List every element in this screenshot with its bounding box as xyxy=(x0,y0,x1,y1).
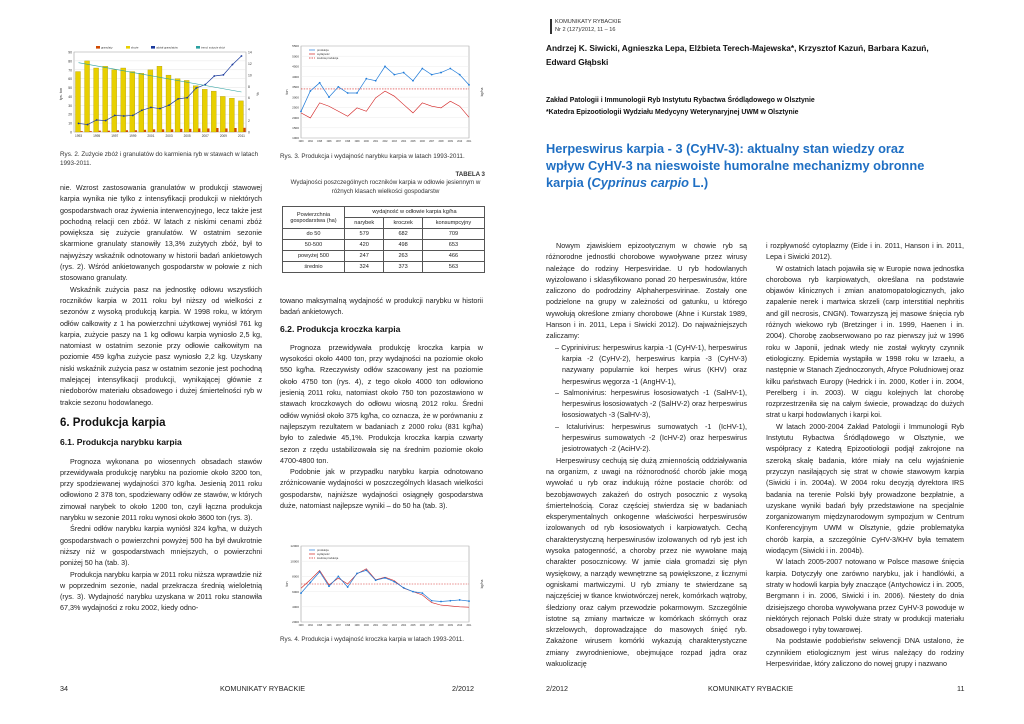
x-tick-label: 2006 xyxy=(419,141,425,143)
y-right-tick-label: 12 xyxy=(248,61,252,66)
y-tick-label: 12000 xyxy=(290,544,299,549)
production-point xyxy=(375,80,377,82)
x-tick-label: 2008 xyxy=(438,625,444,627)
affiliation: *Katedra Epizootiologii Wydziału Medycyny Weterynaryjnej UWM w Olsztynie xyxy=(546,109,799,116)
y-tick-label: 60 xyxy=(68,77,72,82)
x-tick-label: 2004 xyxy=(401,141,407,143)
affiliation: Zakład Patologii i Immunologii Ryb Instytutu Rybactwa Śródlądowego w Olsztynie xyxy=(546,97,815,104)
share-point xyxy=(159,108,161,110)
y-tick-label: 70 xyxy=(68,68,72,73)
paragraph: Nowym zjawiskiem epizootycznym w chowie ryb są różnorodne jednostki chorobowe wywoływane przez wirusy należące do rodziny Herpesviridae. U ryb hodowlanych wyizolowano i sklasyfikowano ponad 20 herpeswirusów, które zaliczono do podrodziny Alphaherpesvirinae. Zostały one podzielone na grupy w zależności od gatunku, u którego wywołują określone zmiany chorobowe (Ahne i Kurstak 1989, Hanson i in. 2011, Lepa i Siwicki 2012). Do najważniejszych zaliczamy: xyxy=(546,241,747,341)
bar-zboze xyxy=(229,98,234,132)
paragraph: Prognoza wykonana po wiosennych obsadach stawów przewidywała produkcję narybku na poziomie około 3200 ton, przy spodziewanej wydajności 370 kg/ha. Jesienią 2011 roku odłowiono 2 378 ton, spodziewany odłów ze stawów, w których zimował narybek to około 1200 ton, czyli łączna produkcja narybku w sezonie 2011 roku wynosi około 3600 ton (rys. 3). xyxy=(60,456,262,523)
x-tick-label: 1998 xyxy=(345,625,351,627)
production-point xyxy=(309,582,311,584)
x-tick-label: 2007 xyxy=(201,134,209,138)
y-tick-label: 2500 xyxy=(292,105,299,110)
yield-line xyxy=(301,91,469,118)
production-point xyxy=(319,82,321,84)
fig3-caption: Rys. 3. Produkcja i wydajność narybku karpia w latach 1993-2011. xyxy=(280,153,465,160)
production-point xyxy=(309,90,311,92)
production-point xyxy=(421,68,423,70)
share-point xyxy=(186,97,188,99)
subsection-heading: 6.1. Produkcja narybku karpia xyxy=(60,437,182,448)
production-point xyxy=(356,92,358,94)
table-col-header: narybek xyxy=(345,218,384,229)
cell: 373 xyxy=(384,262,422,273)
bar-granulaty xyxy=(207,128,209,132)
bar-granulaty xyxy=(180,129,182,132)
y-axis-right-label: kg/ha xyxy=(480,579,484,589)
production-point xyxy=(393,581,395,583)
production-point xyxy=(440,72,442,74)
row-label: do 50 xyxy=(283,229,345,240)
cell: 247 xyxy=(345,251,384,262)
list-item-text: Cyprinivirus: herpeswirus karpia -1 (CyHV-1), herpeswirus karpia -2 (CyHV-2), herpeswirus karpia -3 (CyHV-3) nazywany popularnie koi herpes wirus (KHV) oraz herpeswirus węgorza -1 (AngHV-1), xyxy=(561,342,747,386)
production-point xyxy=(337,576,339,578)
share-point xyxy=(78,123,80,125)
legend-label: udział granulatów xyxy=(156,45,178,50)
cell: 420 xyxy=(345,240,384,251)
bar-granulaty xyxy=(90,131,92,132)
cell: 709 xyxy=(422,229,484,240)
y-tick-label: 10 xyxy=(68,121,72,126)
y-tick-label: 4000 xyxy=(292,74,299,79)
bar-zboze xyxy=(157,66,162,132)
list-item-text: Ictalurivirus: herpeswirus sumowatych -1 (IcHV-1), herpeswirus sumowatych -2 (IcHV-2) oraz herpeswirus jesiotrowatych -2 (AciHV-2). xyxy=(562,421,747,454)
y-tick-label: 8000 xyxy=(292,574,299,579)
fig2-caption: Rys. 2. Zużycie zbóż i granulatów do karmienia ryb w stawach w latach 1993-2011. xyxy=(60,151,259,167)
x-tick-label: 2004 xyxy=(401,625,407,627)
y-tick-label: 90 xyxy=(68,50,72,55)
y-tick-label: 4000 xyxy=(292,605,299,609)
production-point xyxy=(468,600,470,602)
x-tick-label: 2009 xyxy=(447,141,453,143)
fig4-chart xyxy=(281,540,491,632)
production-point xyxy=(449,68,451,70)
y-right-tick-label: 8 xyxy=(248,84,250,89)
production-point xyxy=(347,92,349,94)
legend-swatch xyxy=(126,46,130,49)
x-tick-label: 1997 xyxy=(335,141,341,143)
production-point xyxy=(337,86,339,88)
paragraph: Podobnie jak w przypadku narybku karpia odnotowano zróżnicowanie wydajności w poszczególnych klasach wielkości gospodarstw, najniższe wydajności osiągnęły gospodarstwa duże, natomiast najlepsze wyniki – do 50 ha (tab. 3). xyxy=(280,467,483,511)
bar-zboze xyxy=(148,70,153,132)
share-point xyxy=(232,64,234,66)
paragraph: Na podstawie podobieństw sekwencji DNA ustalono, że czynnikiem etiologicznym jest wirus należący do rodziny Herpesviridae, który zaliczono do nowej grupy i nazwano xyxy=(766,636,964,668)
x-tick-label: 2009 xyxy=(219,134,227,138)
x-tick-label: 2001 xyxy=(373,141,379,143)
production-point xyxy=(440,601,442,603)
legend-label: produkcja xyxy=(317,549,329,552)
share-point xyxy=(114,115,116,117)
bar-zboze xyxy=(130,72,135,132)
x-tick-label: 2011 xyxy=(238,134,245,138)
paragraph: W ostatnich latach pojawiła się w Europie nowa jednostka chorobowa ryb karpiowatych, określana na podstawie objawów klinicznych i zmian anatomopatologicznych, jako zapalenie nerek i martwica skrzeli (carp interstitial nephritis and gill necrosis, CNGN). Towarzyszą jej masowe śnięcia ryb różnych wiekowo ryb (Bretzinger i in. 1999, Haenen i in. 2004). Chorobę zaobserwowano po raz pierwszy już w 1996 roku w Japonii, jednak wtedy nie został wykryty czynnik etiologiczny. Epidemia wystąpiła w 1998 roku w Izraelu, a następnie w Stanach Zjednoczonych, Afryce Południowej oraz kilku państwach Europy (Hedrick i in. 2000, Kotler i in. 2004, Perelberg i in. 2003). W ciągu kolejnych lat chorobę rozprzestrzeniła się na całym świecie, prowadząc do dużych strat u karpi hodowlanych i karpi koi. xyxy=(766,263,964,420)
production-point xyxy=(393,74,395,76)
y-tick-label: 80 xyxy=(68,59,72,64)
paragraph: nie. Wzrost zastosowania granulatów w produkcji stawowej karpia wynika nie tylko z intensyfikacji produkcji w niektórych gospodarstwach oraz żywienia interwencyjnego, lecz także jest pochodną relacji cen zbóż. W latach z niskimi cenami zbóż powiększa się zużycie granulatów. W ostatnim sezonie skarmione granulaty stanowiły 13,3% zużytych zbóż, był to najwyższy wskaźnik odnotowany w historii badań ankietowych (rys. 2). Wśród ankietowanych gospodarstw w połowie z nich stosowano granulaty. xyxy=(60,183,262,283)
x-tick-label: 2005 xyxy=(410,141,416,143)
table-row xyxy=(283,240,485,251)
share-point xyxy=(168,104,170,106)
footer-journal: KOMUNIKATY RYBACKIE xyxy=(220,684,306,693)
y-tick-label: 3000 xyxy=(292,95,299,100)
x-tick-label: 1993 xyxy=(298,625,304,627)
bar-zboze xyxy=(238,101,243,132)
x-tick-label: 1996 xyxy=(326,625,332,627)
y-tick-label: 30 xyxy=(68,103,72,108)
cell: 579 xyxy=(345,229,384,240)
x-tick-label: 1999 xyxy=(354,625,360,627)
y-axis-label: ton xyxy=(285,89,289,95)
production-point xyxy=(356,572,358,574)
page-number: 34 xyxy=(60,684,68,693)
x-tick-label: 2003 xyxy=(391,141,397,143)
y-tick-label: 1500 xyxy=(292,125,299,130)
bar-granulaty xyxy=(117,130,119,132)
legend-swatch xyxy=(196,46,200,49)
y-tick-label: 5500 xyxy=(292,44,299,49)
x-tick-label: 2001 xyxy=(147,134,155,138)
share-point xyxy=(222,74,224,76)
production-point xyxy=(459,599,461,601)
x-tick-label: 2010 xyxy=(457,625,463,627)
legend-label: granulaty xyxy=(101,45,113,50)
row-label: powyżej 500 xyxy=(283,251,345,262)
legend-label: wydajność xyxy=(317,53,330,56)
bar-granulaty xyxy=(162,129,164,132)
journal-name: KOMUNIKATY RYBACKIE xyxy=(555,19,622,25)
x-tick-label: 2000 xyxy=(363,625,369,627)
paragraph: Średni odłów narybku karpia wyniósł 324 kg/ha, w dużych gospodarstwach o powierzchni powyżej 500 ha był dwukrotnie niższy niż w gospodarstwach mniejszych, o powierzchni poniżej 50 ha (tab. 3). xyxy=(60,524,262,568)
y-right-tick-label: 10 xyxy=(248,73,252,78)
table-title: Wydajności poszczególnych roczników karpia w odłowie jesiennym w różnych klasach wielkości gospodarstw xyxy=(290,179,481,195)
y-tick-label: 1000 xyxy=(292,136,299,141)
right-column-2 xyxy=(766,240,964,669)
cell: 498 xyxy=(384,240,422,251)
bar-zboze xyxy=(211,91,216,132)
x-tick-label: 1999 xyxy=(354,141,360,143)
section-heading: 6. Produkcja karpia xyxy=(60,416,166,429)
share-point xyxy=(141,109,143,111)
fig2-chart xyxy=(56,44,266,144)
y-tick-label: 20 xyxy=(68,112,72,117)
title-end: L.) xyxy=(688,175,709,190)
title-text: Herpeswirus karpia - 3 (CyHV-3): aktualny stan wiedzy oraz wpływ CyHV-3 na nieswoiste humoralne mechanizmy obronne karpia ( xyxy=(546,141,925,190)
table-col-header: konsumpcyjny xyxy=(422,218,484,229)
bar-granulaty xyxy=(153,129,155,132)
x-tick-label: 1996 xyxy=(326,141,332,143)
bar-granulaty xyxy=(99,131,101,132)
production-point xyxy=(403,72,405,74)
y-axis-label: tys. ton xyxy=(59,87,63,101)
share-point xyxy=(123,115,125,117)
bar-granulaty xyxy=(171,129,173,132)
footer-issue: 2/2012 xyxy=(452,684,474,693)
bar-granulaty xyxy=(225,128,227,132)
production-point xyxy=(412,80,414,82)
bar-zboze xyxy=(184,80,189,132)
table-label: TABELA 3 xyxy=(455,171,485,178)
legend-label: średnia produkcja xyxy=(317,557,339,560)
production-point xyxy=(328,96,330,98)
production-point xyxy=(375,579,377,581)
table-head-left: Powierzchnia gospodarstwa (ha) xyxy=(283,207,345,229)
production-point xyxy=(421,592,423,594)
row-label: średnio xyxy=(283,262,345,273)
paragraph: Produkcja narybku karpia w 2011 roku niższa wprawdzie niż w poprzednim sezonie, nadal przekracza średnią wieloletnią (rys. 3). Wydajność narybku uzyskana w 2011 roku stanowiła 67,3% wydajności z roku 2002, kiedy odno- xyxy=(60,569,262,613)
bar-granulaty xyxy=(198,128,200,132)
bar-granulaty xyxy=(108,131,110,132)
x-tick-label: 2005 xyxy=(410,625,416,627)
y-axis-right-label: % xyxy=(256,92,260,96)
legend-swatch xyxy=(151,46,155,49)
x-tick-label: 2001 xyxy=(373,625,379,627)
x-tick-label: 1994 xyxy=(307,625,313,627)
bar-zboze xyxy=(193,86,198,132)
affiliations xyxy=(546,95,956,119)
subsection-heading: 6.2. Produkcja kroczka karpia xyxy=(280,323,401,334)
production-line xyxy=(301,570,469,601)
title-species: Cyprinus carpio xyxy=(591,175,689,190)
production-point xyxy=(347,586,349,588)
x-tick-label: 2002 xyxy=(382,625,388,627)
y-tick-label: 5000 xyxy=(292,54,299,59)
journal-header xyxy=(550,19,621,34)
production-point xyxy=(365,78,367,80)
y-right-tick-label: 4 xyxy=(248,107,250,112)
list-item: – Salmonivirus: herpeswirus łososiowatych -1 (SalHV-1), herpeswirus łososiowatych -2 (SalHV-2) oraz herpeswirus łososiowatych -3 (SalHV-3), xyxy=(555,387,747,420)
x-tick-label: 1995 xyxy=(93,134,101,138)
y-tick-label: 0 xyxy=(70,130,72,135)
paragraph: towano maksymalną wydajność w produkcji narybku w historii badań ankietowych. xyxy=(280,296,483,317)
legend-label: produkcja xyxy=(317,49,329,52)
table-row xyxy=(283,262,485,273)
cell: 466 xyxy=(422,251,484,262)
legend-swatch xyxy=(96,46,100,49)
bar-granulaty xyxy=(216,128,218,132)
bar-granulaty xyxy=(80,131,82,132)
fig3-chart xyxy=(281,40,491,148)
share-point xyxy=(87,124,89,126)
bar-granulaty xyxy=(243,128,245,132)
paragraph: W latach 2000-2004 Zakład Patologii i Immunologii Ryb Instytutu Rybactwa Śródlądowego w Olsztynie, we współpracy z Katedrą Epizootiologii podjął zakrojone na szeroką skalę badania, które miały na celu wyjaśnienie przyczyn nasilających się strat w chowie stawowym karpia (Siwicki i in. 2004a). W 2004 roku decyzją dyrektora IRS badania na terenie Polski były prowadzone bezpłatnie, a uzyskane wyniki badań były przedstawione na specjalnie zorganizowanym międzynarodowym sympozjum w Centrum Konferencyjnym UWM w Olsztynie, gdzie problematyka chorób karpia, a szczególnie CyHV-3/KHV była tematem wiodącym (Siwicki i in. 2004b). xyxy=(766,421,964,556)
paragraph: Herpeswirusy cechują się dużą zmiennością oddziaływania na organizm, z uwagi na różnorodność chorób jakie mogą wywołać u ryb oraz indukują różne postacie chorób: od bezobjawowych zakażeń do ostrych posocznic z wysoką śmiertelnością. Coraz częściej stwierdza się w badaniach eksperymentalnych onkogenne właściwości herpeswirusów izolowanych od ryb łososiowatych i karpiowatych. Cechą charakterystyczną herpeswirusów izolowanych od ryb jest ich wysoka patogenność, a choroby przez nie wywołane mają charakter posocznicowy. W jamie ciała gromadzi się płyn wysiękowy, a narządy wewnętrzne są powiększone, z licznymi ogniskami martwiczymi. U ryb zmiany te stwierdzane są najczęściej w tkance krwiotwórczej nerek, komórkach wątroby, śledziony oraz całym przewodzie pokarmowym. Szczególnie istotne są zmiany martwicze w komórkach skórnych oraz skrzelowych, doprowadzające do masowych śnięć ryb. Zakażone wirusem komórki wykazują charakterystyczne zmiany zwyrodnieniowe, obejmujące rozpad jądra oraz wakuolizację xyxy=(546,455,747,668)
share-point xyxy=(96,119,98,121)
x-tick-label: 1995 xyxy=(317,141,323,143)
y-tick-label: 2000 xyxy=(292,620,299,625)
bar-zboze xyxy=(166,75,171,132)
y-right-tick-label: 14 xyxy=(248,50,252,55)
footer-journal: KOMUNIKATY RYBACKIE xyxy=(708,684,794,693)
footer-issue: 2/2012 xyxy=(546,684,568,693)
bar-granulaty xyxy=(135,130,137,132)
x-tick-label: 1993 xyxy=(74,134,83,138)
share-point xyxy=(241,55,243,57)
table-col-header: kroczek xyxy=(384,218,422,229)
cell: 263 xyxy=(384,251,422,262)
list-item: – Cyprinivirus: herpeswirus karpia -1 (CyHV-1), herpeswirus karpia -2 (CyHV-2), herpeswirus karpia -3 (CyHV-3) nazywany popularnie koi herpes wirus (KHV) oraz herpeswirus węgorza -1 (AngHV-1), xyxy=(555,342,747,386)
bar-zboze xyxy=(220,96,225,132)
paragraph: Prognoza przewidywała produkcję kroczka karpia w wysokości około 4400 ton, przy wydajności na poziomie około 550 kg/ha. Rzeczywisty odłów szacowany jest na poziomie około 4750 ton (rys. 4), z tego około 4000 ton odłowiono jesienią 2011 roku, natomiast około 750 ton pozostawiono w stawach kroczkowych do odłowu wiosną 2012 roku. Średni odłów wyniósł około 375 kg/ha, co oznacza, że w porównaniu z najlepszym rezultatem w badaniach z 2000 roku (831 kg/ha) było to zaledwie 45,1%. Produkcja kroczka karpia czwarty sezon z rzędu ustabilizowała się na średnim poziomie około 4700-4800 ton. xyxy=(280,342,483,465)
cell: 324 xyxy=(345,262,384,273)
table-row xyxy=(283,251,485,262)
legend-label: zboże xyxy=(131,45,139,50)
production-point xyxy=(328,585,330,587)
production-point xyxy=(365,569,367,571)
paragraph: i rozpływność cytoplazmy (Eide i in. 2011, Hanson i in. 2011, Lepa i Siwicki 2012). xyxy=(766,241,964,262)
bar-zboze xyxy=(202,89,207,132)
production-point xyxy=(384,66,386,68)
production-point xyxy=(431,600,433,602)
journal-issue: Nr 2 (127)/2012, 11 – 16 xyxy=(555,26,616,33)
x-tick-label: 1997 xyxy=(335,625,341,627)
bar-zboze xyxy=(85,61,90,132)
right-column-1 xyxy=(546,240,747,669)
bar-granulaty xyxy=(126,130,128,132)
y-tick-label: 6000 xyxy=(292,589,299,594)
share-point xyxy=(177,98,179,100)
share-point xyxy=(195,87,197,89)
y-right-tick-label: 2 xyxy=(248,119,250,124)
production-point xyxy=(431,74,433,76)
left-column-1 xyxy=(60,182,262,614)
table-head-group: wydajność w odłowie karpia kg/ha xyxy=(345,207,485,218)
x-tick-label: 2007 xyxy=(429,141,435,143)
x-tick-label: 2011 xyxy=(466,141,472,143)
y-tick-label: 4500 xyxy=(292,64,299,69)
share-point xyxy=(132,115,134,117)
production-point xyxy=(319,571,321,573)
production-point xyxy=(384,577,386,579)
x-tick-label: 1997 xyxy=(111,134,119,138)
bar-zboze xyxy=(94,68,99,132)
production-point xyxy=(459,74,461,76)
list-item: – Ictalurivirus: herpeswirus sumowatych -1 (IcHV-1), herpeswirus sumowatych -2 (IcHV-2) oraz herpeswirus jesiotrowatych -2 (AciHV-2). xyxy=(555,421,747,454)
production-point xyxy=(449,600,451,602)
legend-label: trend: zużycie zbóż xyxy=(201,45,225,50)
production-point xyxy=(412,591,414,593)
y-tick-label: 3500 xyxy=(292,85,299,90)
x-tick-label: 2003 xyxy=(391,625,397,627)
y-right-tick-label: 6 xyxy=(248,96,250,101)
x-tick-label: 2000 xyxy=(363,141,369,143)
x-tick-label: 1993 xyxy=(298,141,304,143)
list-item-text: Salmonivirus: herpeswirus łososiowatych -1 (SalHV-1), herpeswirus łososiowatych -2 (SalHV-2) oraz herpeswirus łososiowatych -3 (SalHV-3), xyxy=(562,387,747,420)
bar-zboze xyxy=(139,73,144,132)
bar-zboze xyxy=(112,70,117,132)
paragraph: Wskaźnik zużycia pasz na jednostkę odłowu wszystkich roczników karpia w 2011 roku był niższy od wielkości z sezonów z wysoką produkcją karpia. W 1998 roku, w którym odłów całkowity z 1 ha powierzchni użytkowej wyniósł 761 kg karpia, zużycie paszy na 1 kg odłowu karpia wyniosło 2,5 kg, natomiast w ostatnim sezonie przy odłowie całkowitym na poziomie 459 kg/ha zużycie pasz wyniosło 2,2 kg. Uzyskany niski wskaźnik zużycia pasz w ostatnim sezonie jest pochodną malejącej intensyfikacji produkcji, wynikającej głównie z niedoborów materiału obsadowego i dużej śmiertelności ryb w trakcie sezonu hodowlanego. xyxy=(60,284,262,407)
data-table xyxy=(282,206,485,273)
cell: 653 xyxy=(422,240,484,251)
table-row xyxy=(283,229,485,240)
production-point xyxy=(468,84,470,86)
share-point xyxy=(150,107,152,109)
cell: 563 xyxy=(422,262,484,273)
share-point xyxy=(105,120,107,122)
paragraph: W latach 2005-2007 notowano w Polsce masowe śnięcia karpia. Dotyczyły one zarówno narybku, jak i handlówki, a straty w hodowli karpia były znaczące (Antychowicz i in. 2005, Bergmann i in. 2006, Siwicki i in. 2006). Niestety do dnia dzisiejszego choroba wywoływana przez CyHV-3 powoduje w niektórych rejonach Polski duże straty w produkcji materiału obsadowego i ryby towarowej. xyxy=(766,557,964,635)
x-tick-label: 1995 xyxy=(317,625,323,627)
y-tick-label: 10000 xyxy=(290,559,299,564)
bar-granulaty xyxy=(144,130,146,132)
share-point xyxy=(213,75,215,77)
x-tick-label: 2009 xyxy=(447,625,453,627)
y-tick-label: 50 xyxy=(68,86,72,91)
bar-zboze xyxy=(121,68,126,132)
bar-zboze xyxy=(103,66,108,132)
x-tick-label: 2006 xyxy=(419,625,425,627)
x-tick-label: 2003 xyxy=(165,134,173,138)
y-tick-label: 40 xyxy=(68,94,72,99)
y-axis-right-label: kg/ha xyxy=(480,87,484,97)
bar-zboze xyxy=(175,79,180,132)
x-tick-label: 1994 xyxy=(307,141,313,143)
y-axis-label: ton xyxy=(285,581,289,587)
bar-granulaty xyxy=(234,128,236,132)
row-label: 50-500 xyxy=(283,240,345,251)
fig4-caption: Rys. 4. Produkcja i wydajność kroczka karpia w latach 1993-2011. xyxy=(280,636,464,643)
virus-list xyxy=(546,342,747,455)
production-point xyxy=(300,111,302,113)
cell: 682 xyxy=(384,229,422,240)
left-column-2 xyxy=(280,295,483,511)
legend-label: wydajność xyxy=(317,553,330,556)
x-tick-label: 2008 xyxy=(438,141,444,143)
production-point xyxy=(403,587,405,589)
authors: Andrzej K. Siwicki, Agnieszka Lepa, Elżbieta Terech-Majewska*, Krzysztof Kazuń, Barbara Kazuń, Edward Głąbski xyxy=(546,43,929,67)
y-right-tick-label: 0 xyxy=(248,130,250,135)
y-tick-label: 2000 xyxy=(292,115,299,120)
bar-granulaty xyxy=(189,129,191,132)
x-tick-label: 2002 xyxy=(382,141,388,143)
article-title xyxy=(546,140,936,191)
page-number: 11 xyxy=(957,684,965,693)
production-point xyxy=(300,592,302,594)
x-tick-label: 2010 xyxy=(457,141,463,143)
legend-label: średnia produkcja xyxy=(317,57,339,60)
x-tick-label: 2007 xyxy=(429,625,435,627)
x-tick-label: 2005 xyxy=(183,134,191,138)
x-tick-label: 1999 xyxy=(129,134,137,138)
x-tick-label: 2011 xyxy=(466,625,472,627)
x-tick-label: 1998 xyxy=(345,141,351,143)
